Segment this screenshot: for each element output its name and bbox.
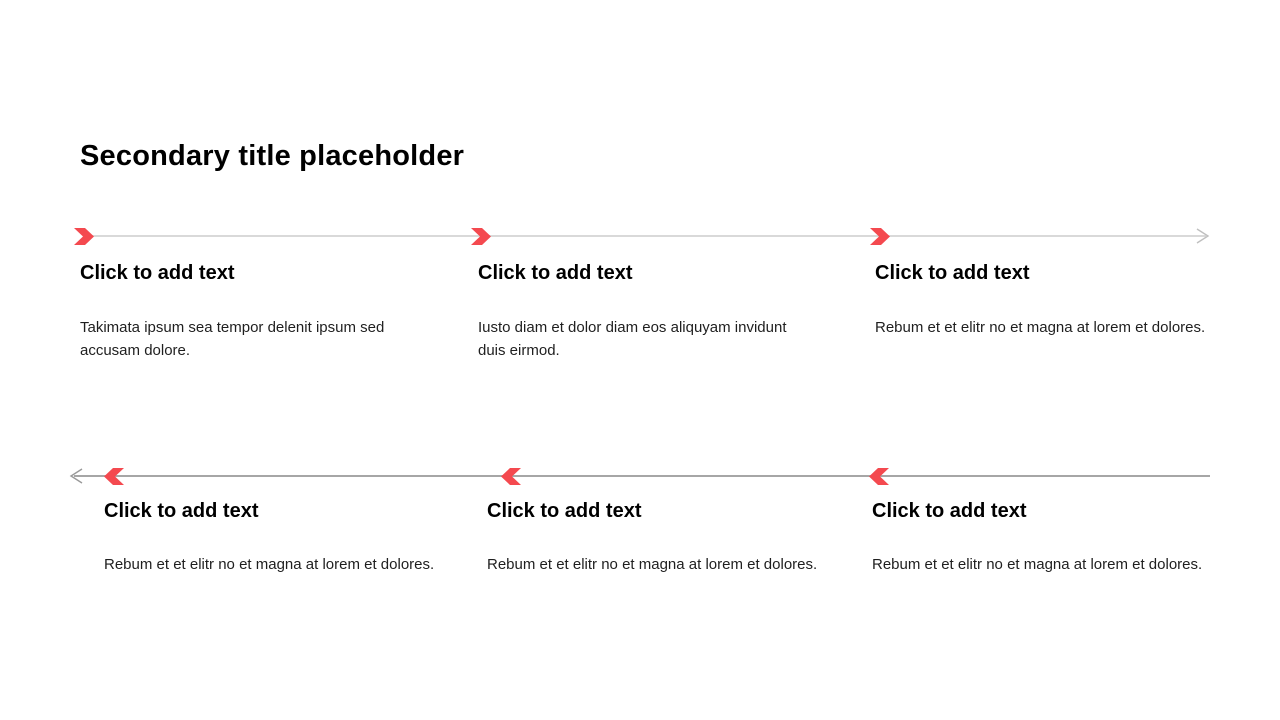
left-chevron-icon [501,468,521,485]
timeline-line [74,475,1210,477]
item-body-text[interactable]: Rebum et et elitr no et magna at lorem et dolores. [872,556,1203,573]
arrowhead-right-icon [1196,228,1210,244]
item-heading-placeholder[interactable]: Click to add text [104,500,259,522]
item-heading-placeholder[interactable]: Click to add text [872,500,1027,522]
item-heading-placeholder[interactable]: Click to add text [487,500,642,522]
timeline-line [92,235,1206,237]
timeline-item [478,262,818,362]
timeline-item [487,500,827,576]
arrowhead-left-icon [69,468,83,484]
left-chevron-icon [104,468,124,485]
item-heading-placeholder[interactable]: Click to add text [875,262,1030,284]
item-heading-placeholder[interactable]: Click to add text [80,262,235,284]
right-chevron-icon [471,228,491,245]
item-body-text[interactable]: Rebum et et elitr no et magna at lorem et dolores. [487,556,818,573]
right-chevron-icon [870,228,890,245]
secondary-title-placeholder[interactable]: Secondary title placeholder [80,140,465,172]
timeline-item [872,500,1212,576]
item-body-text[interactable]: Takimata ipsum sea tempor delenit ipsum sed accusam dolore. [80,319,385,359]
timeline-item [104,500,444,576]
timeline-item [80,262,420,362]
item-body-text[interactable]: Iusto diam et dolor diam eos aliquyam invidunt duis eirmod. [478,319,787,359]
item-heading-placeholder[interactable]: Click to add text [478,262,633,284]
item-body-text[interactable]: Rebum et et elitr no et magna at lorem et dolores. [875,319,1206,336]
right-chevron-icon [74,228,94,245]
item-body-text[interactable]: Rebum et et elitr no et magna at lorem et dolores. [104,556,435,573]
timeline-item [875,262,1215,339]
left-chevron-icon [869,468,889,485]
